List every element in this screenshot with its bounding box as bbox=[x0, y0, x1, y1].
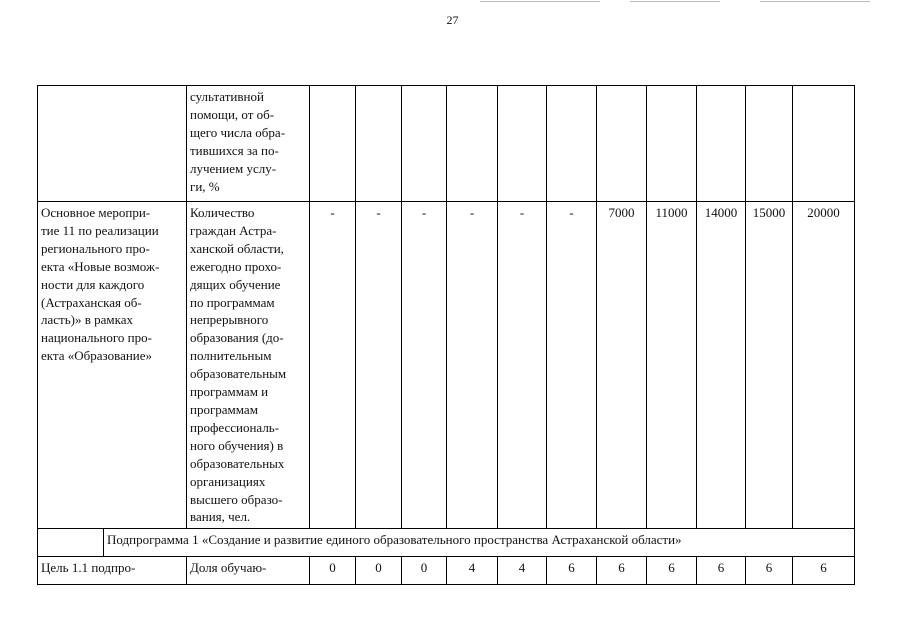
text-line: программам и bbox=[190, 384, 269, 400]
text-line: лучением услу- bbox=[190, 160, 277, 176]
text-line: организациях bbox=[190, 473, 266, 489]
text-line: граждан Астра- bbox=[190, 222, 277, 238]
cell-subprogram-empty bbox=[38, 529, 104, 557]
cell-previous-event bbox=[38, 86, 187, 202]
text-line: вания, чел. bbox=[190, 509, 251, 525]
cell-previous-value bbox=[447, 86, 498, 202]
scan-artifact-line bbox=[760, 1, 870, 2]
text-line: ласть)» в рамках bbox=[41, 312, 133, 328]
cell-previous-value bbox=[597, 86, 647, 202]
text-line: национального про- bbox=[41, 330, 152, 346]
value-cell: 20000 bbox=[793, 202, 855, 529]
text-line: профессиональ- bbox=[190, 419, 280, 435]
value-cell: 4 bbox=[498, 557, 547, 585]
value-cell: 11000 bbox=[647, 202, 697, 529]
value-cell: 6 bbox=[597, 557, 647, 585]
text-line: помощи, от об- bbox=[190, 106, 275, 122]
cell-previous-value bbox=[310, 86, 356, 202]
scan-artifact-line bbox=[630, 1, 720, 2]
text-line: образовательным bbox=[190, 366, 287, 382]
value-cell: 0 bbox=[356, 557, 402, 585]
value-cell: 4 bbox=[447, 557, 498, 585]
value-cell: 6 bbox=[697, 557, 746, 585]
value-cell: 6 bbox=[746, 557, 793, 585]
value-cell: - bbox=[447, 202, 498, 529]
text-line: дящих обучение bbox=[190, 276, 281, 292]
text-line: щего числа обра- bbox=[190, 124, 286, 140]
cell-indicator-name bbox=[187, 202, 310, 529]
cell-previous-value bbox=[793, 86, 855, 202]
value-cell: - bbox=[356, 202, 402, 529]
table-row-main-event-11 bbox=[38, 202, 855, 529]
text-line: ного обучения) в bbox=[190, 437, 284, 453]
text-line: екта «Новые возмож- bbox=[41, 258, 160, 274]
subprogram-title: Подпрограмма 1 «Создание и развитие единого образовательного пространства Астраханской области» bbox=[104, 529, 855, 557]
cell-event-name bbox=[38, 202, 187, 529]
table-row-previous-continuation bbox=[38, 86, 855, 202]
table-row-goal-1-1 bbox=[38, 557, 855, 585]
table-row-subprogram-header bbox=[38, 529, 855, 557]
cell-previous-value bbox=[746, 86, 793, 202]
cell-goal-name: Цель 1.1 подпро- bbox=[38, 557, 187, 585]
value-cell: 0 bbox=[310, 557, 356, 585]
page-number: 27 bbox=[446, 13, 459, 27]
text-line: образования (до- bbox=[190, 330, 284, 346]
value-cell: - bbox=[547, 202, 597, 529]
cell-previous-value bbox=[647, 86, 697, 202]
text-line: сультативной bbox=[190, 89, 264, 104]
value-cell: - bbox=[310, 202, 356, 529]
value-cell: 15000 bbox=[746, 202, 793, 529]
text-line: программам bbox=[190, 401, 258, 417]
text-line: образовательных bbox=[190, 455, 285, 471]
value-cell: 6 bbox=[793, 557, 855, 585]
value-cell: 6 bbox=[647, 557, 697, 585]
text-line: Количество bbox=[190, 205, 255, 220]
text-line: по программам bbox=[190, 294, 275, 310]
text-line: полнительным bbox=[190, 348, 272, 364]
text-line: тие 11 по реализации bbox=[41, 222, 159, 238]
text-line: ги, % bbox=[190, 178, 220, 194]
text-line: ежегодно прохо- bbox=[190, 258, 282, 274]
cell-previous-indicator bbox=[187, 86, 310, 202]
value-cell: - bbox=[498, 202, 547, 529]
text-line: тившихся за по- bbox=[190, 142, 279, 158]
text-line: ханской области, bbox=[190, 240, 284, 256]
value-cell: - bbox=[402, 202, 447, 529]
indicators-table bbox=[37, 85, 855, 585]
scan-artifact-line bbox=[480, 1, 600, 2]
text-line: екта «Образование» bbox=[41, 348, 153, 364]
text-line: ности для каждого bbox=[41, 276, 145, 292]
text-line: регионального про- bbox=[41, 240, 150, 256]
cell-previous-value bbox=[402, 86, 447, 202]
cell-previous-value bbox=[697, 86, 746, 202]
cell-previous-value bbox=[356, 86, 402, 202]
text-line: (Астраханская об- bbox=[41, 294, 142, 310]
value-cell: 6 bbox=[547, 557, 597, 585]
text-line: высшего образо- bbox=[190, 491, 283, 507]
cell-previous-value bbox=[498, 86, 547, 202]
value-cell: 14000 bbox=[697, 202, 746, 529]
value-cell: 0 bbox=[402, 557, 447, 585]
text-line: Основное меропри- bbox=[41, 205, 151, 220]
value-cell: 7000 bbox=[597, 202, 647, 529]
text-line: непрерывного bbox=[190, 312, 269, 328]
cell-previous-value bbox=[547, 86, 597, 202]
cell-goal-indicator: Доля обучаю- bbox=[187, 557, 310, 585]
